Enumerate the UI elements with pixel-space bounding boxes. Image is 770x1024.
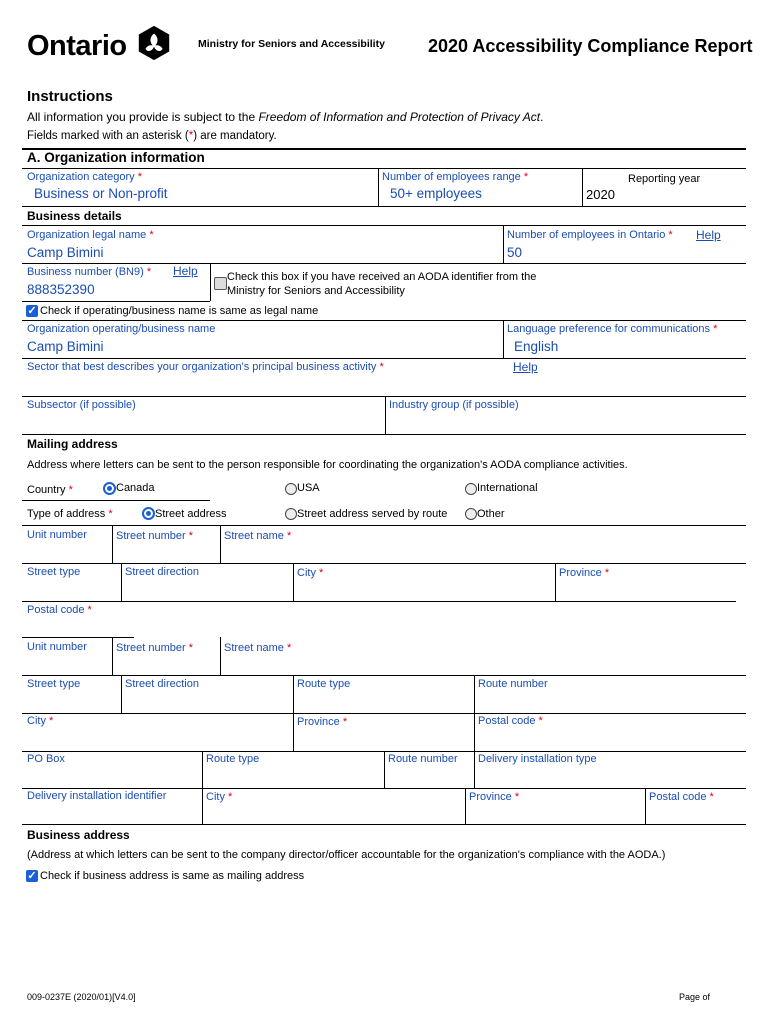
- help-link-sector[interactable]: Help: [513, 360, 538, 374]
- unit-number-label-2: Unit number: [27, 641, 87, 653]
- divider: [210, 263, 211, 301]
- employees-ontario-label-text: Number of employees in Ontario: [507, 229, 666, 241]
- divider: [378, 168, 379, 206]
- required-asterisk: *: [286, 530, 292, 542]
- foi-act-name: Freedom of Information and Protection of Privacy Act: [258, 110, 541, 124]
- required-asterisk: *: [49, 715, 54, 727]
- divider: [22, 225, 746, 226]
- language-select[interactable]: English: [514, 339, 559, 354]
- city-label-2: [27, 715, 53, 727]
- foi-text-suffix: .: [540, 110, 544, 124]
- legal-name-label-text: Organization legal name: [27, 229, 147, 241]
- address-type-option-other: Other: [477, 508, 505, 520]
- required-asterisk: *: [108, 508, 113, 520]
- po-box-label: PO Box: [27, 753, 65, 765]
- postal-code-label-2: [478, 715, 543, 727]
- language-label: [507, 323, 717, 335]
- instructions-heading: Instructions: [27, 88, 113, 105]
- divider: [293, 675, 294, 713]
- city-label: [297, 567, 323, 579]
- business-address-title: Business address: [27, 828, 130, 842]
- address-type-option-street: Street address: [155, 508, 227, 520]
- address-type-radio-route[interactable]: [285, 508, 297, 520]
- delivery-installation-type-label: Delivery installation type: [478, 753, 597, 765]
- divider: [112, 525, 113, 563]
- street-name-label: [224, 530, 291, 542]
- street-direction-label-2: Street direction: [125, 678, 199, 690]
- route-number-label-2: Route number: [388, 753, 458, 765]
- street-name-label-2: [224, 642, 291, 654]
- mandatory-note-suffix: ) are mandatory.: [193, 130, 277, 142]
- legal-name-label: [27, 229, 154, 241]
- page-number: Page of: [679, 992, 711, 1002]
- operating-name-input[interactable]: Camp Bimini: [27, 339, 104, 354]
- same-address-checkbox-label: Check if business address is same as mailing address: [40, 870, 305, 882]
- street-number-label-text: Street number: [116, 642, 186, 654]
- required-asterisk: *: [87, 604, 92, 616]
- bn9-label-text: Business number (BN9): [27, 266, 144, 278]
- divider: [503, 225, 504, 263]
- divider: [474, 751, 475, 788]
- route-type-label: Route type: [297, 678, 351, 690]
- divider: [465, 788, 466, 824]
- country-option-canada: Canada: [116, 482, 155, 494]
- street-type-label: Street type: [27, 566, 81, 578]
- required-asterisk: *: [68, 484, 73, 496]
- divider: [22, 301, 210, 302]
- divider: [22, 396, 746, 397]
- required-asterisk: *: [188, 642, 194, 654]
- city-label-text: City: [206, 791, 225, 803]
- required-asterisk: *: [146, 266, 152, 278]
- divider: [220, 525, 221, 563]
- divider: [474, 675, 475, 713]
- required-asterisk: *: [604, 567, 610, 579]
- divider: [22, 601, 736, 602]
- country-label-text: Country: [27, 484, 66, 496]
- unit-number-label: Unit number: [27, 529, 87, 541]
- required-asterisk: *: [713, 323, 718, 335]
- reporting-year-label: Reporting year: [628, 173, 701, 185]
- divider: [121, 675, 122, 713]
- divider: [202, 751, 203, 788]
- divider: [645, 788, 646, 824]
- divider: [22, 675, 746, 676]
- help-link-bn9[interactable]: Help: [173, 264, 198, 278]
- mailing-address-title: Mailing address: [27, 437, 118, 451]
- divider: [22, 637, 134, 638]
- province-label-3: [469, 791, 519, 803]
- city-label-text: City: [297, 567, 316, 579]
- reporting-year-value: 2020: [586, 187, 615, 202]
- province-label-2: [297, 716, 347, 728]
- help-link-employees[interactable]: Help: [696, 228, 721, 242]
- employees-range-label: [382, 171, 528, 183]
- postal-code-label-3: [649, 791, 714, 803]
- form-code: 009-0237E (2020/01)[V4.0]: [27, 992, 136, 1002]
- delivery-installation-identifier-label: Delivery installation identifier: [27, 790, 167, 802]
- business-address-description: (Address at which letters can be sent to the company director/officer accountable for the organization's compliance with the AODA.): [27, 849, 666, 861]
- required-asterisk: *: [379, 361, 384, 373]
- divider: [474, 713, 475, 751]
- section-a-title: A. Organization information: [27, 150, 205, 165]
- city-label-text: City: [27, 715, 46, 727]
- required-asterisk: *: [514, 791, 520, 803]
- divider: [385, 396, 386, 434]
- street-type-label-2: Street type: [27, 678, 81, 690]
- divider: [22, 434, 746, 435]
- divider: [22, 525, 746, 526]
- required-asterisk: *: [319, 567, 324, 579]
- street-direction-label: Street direction: [125, 566, 199, 578]
- street-number-label-text: Street number: [116, 530, 186, 542]
- divider: [202, 788, 203, 824]
- org-category-label: [27, 171, 142, 183]
- bn9-input[interactable]: 888352390: [27, 282, 95, 297]
- subsector-label: Subsector (if possible): [27, 399, 136, 411]
- country-radio-canada[interactable]: [103, 482, 116, 495]
- country-option-international: International: [477, 482, 538, 494]
- province-label-text: Province: [559, 567, 602, 579]
- aoda-identifier-checkbox-label: [227, 270, 536, 298]
- city-label-3: [206, 791, 232, 803]
- divider: [582, 168, 583, 206]
- ontario-logo-text: Ontario: [27, 30, 127, 62]
- mandatory-note: [27, 130, 277, 142]
- trillium-logo-icon: [135, 24, 173, 62]
- street-number-label-2: [116, 642, 193, 654]
- divider: [22, 168, 746, 169]
- foi-text-prefix: All information you provide is subject to the: [27, 110, 259, 124]
- same-address-checkbox[interactable]: ✓: [27, 870, 37, 882]
- province-label-text: Province: [469, 791, 512, 803]
- divider: [22, 320, 746, 321]
- divider: [22, 263, 746, 264]
- divider: [555, 563, 556, 601]
- required-asterisk: *: [538, 715, 543, 727]
- sector-label: [27, 361, 384, 373]
- required-asterisk: *: [668, 229, 673, 241]
- instructions-foi-text: [27, 110, 543, 124]
- aoda-label-line2: Ministry for Seniors and Accessibility: [227, 285, 405, 297]
- operating-name-label: Organization operating/business name: [27, 323, 216, 335]
- province-label-text: Province: [297, 716, 340, 728]
- aoda-label-line1: Check this box if you have received an AODA identifier from the: [227, 271, 537, 283]
- divider: [121, 563, 122, 601]
- required-asterisk: *: [342, 716, 348, 728]
- aoda-identifier-checkbox[interactable]: [214, 277, 227, 290]
- postal-code-label-text: Postal code: [478, 715, 536, 727]
- street-number-label: [116, 530, 193, 542]
- employees-ontario-label: [507, 229, 673, 241]
- country-label: [27, 484, 73, 496]
- employees-range-label-text: Number of employees range: [382, 171, 521, 183]
- divider: [503, 320, 504, 358]
- country-radio-usa[interactable]: [285, 483, 297, 495]
- same-name-checkbox-label: Check if operating/business name is same as legal name: [40, 305, 319, 317]
- address-type-radio-other[interactable]: [465, 508, 477, 520]
- route-type-label-2: Route type: [206, 753, 260, 765]
- required-asterisk: *: [228, 791, 233, 803]
- bn9-label: [27, 266, 151, 278]
- report-title: 2020 Accessibility Compliance Report: [428, 36, 753, 56]
- industry-group-label: Industry group (if possible): [389, 399, 519, 411]
- address-type-radio-street[interactable]: [142, 507, 155, 520]
- postal-code-label-text: Postal code: [649, 791, 707, 803]
- divider: [22, 358, 746, 359]
- street-name-label-text: Street name: [224, 530, 284, 542]
- business-details-title: Business details: [27, 209, 122, 223]
- employees-range-select[interactable]: 50+ employees: [390, 186, 482, 201]
- legal-name-input[interactable]: Camp Bimini: [27, 245, 104, 260]
- org-category-select[interactable]: Business or Non-profit: [34, 186, 168, 201]
- postal-code-label: [27, 604, 92, 616]
- language-label-text: Language preference for communications: [507, 323, 711, 335]
- address-type-label-text: Type of address: [27, 508, 106, 520]
- required-asterisk: *: [286, 642, 292, 654]
- mailing-address-description: Address where letters can be sent to the person responsible for coordinating the organization's AODA compliance activities.: [27, 459, 628, 471]
- street-name-label-text: Street name: [224, 642, 284, 654]
- required-asterisk: *: [137, 171, 142, 183]
- divider: [22, 563, 746, 564]
- ministry-name: Ministry for Seniors and Accessibility: [198, 38, 385, 50]
- divider: [293, 563, 294, 601]
- divider: [22, 206, 746, 207]
- asterisk: *: [188, 130, 194, 142]
- divider: [22, 788, 746, 789]
- divider: [112, 637, 113, 675]
- sector-label-text: Sector that best describes your organization's principal business activity: [27, 361, 377, 373]
- divider: [293, 713, 294, 751]
- route-number-label: Route number: [478, 678, 548, 690]
- required-asterisk: *: [523, 171, 529, 183]
- org-category-label-text: Organization category: [27, 171, 135, 183]
- address-type-label: [27, 508, 113, 520]
- province-label: [559, 567, 609, 579]
- country-option-usa: USA: [297, 482, 320, 494]
- divider: [22, 824, 746, 825]
- employees-ontario-input[interactable]: 50: [507, 245, 523, 260]
- same-name-checkbox[interactable]: ✓: [27, 305, 37, 317]
- divider: [384, 751, 385, 788]
- mandatory-note-prefix: Fields marked with an asterisk (: [27, 130, 189, 142]
- divider: [22, 500, 210, 501]
- divider: [220, 637, 221, 675]
- required-asterisk: *: [709, 791, 714, 803]
- required-asterisk: *: [149, 229, 154, 241]
- address-type-option-route: Street address served by route: [297, 508, 448, 520]
- country-radio-international[interactable]: [465, 483, 477, 495]
- divider: [22, 713, 746, 714]
- postal-code-label-text: Postal code: [27, 604, 85, 616]
- required-asterisk: *: [188, 530, 194, 542]
